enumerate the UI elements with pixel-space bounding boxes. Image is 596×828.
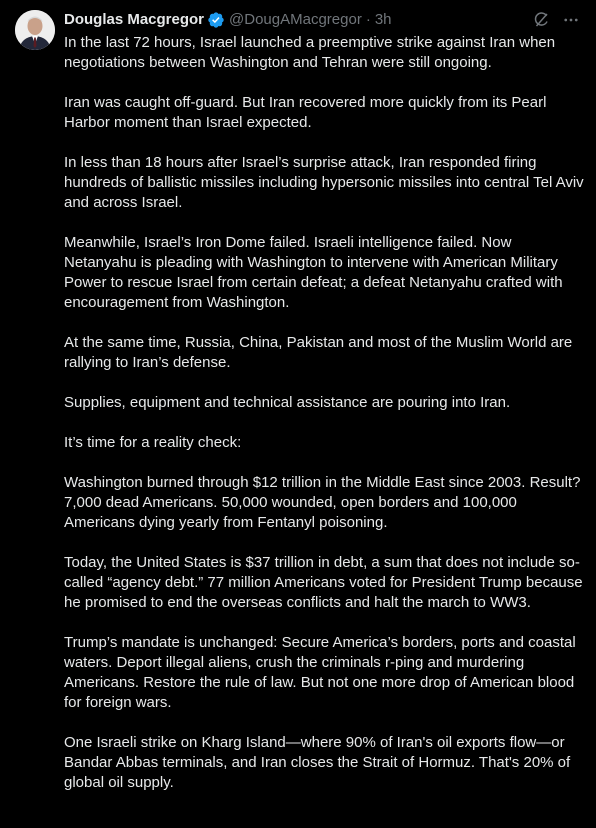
tweet-paragraph: It’s time for a reality check:	[64, 434, 242, 451]
tweet-paragraph: Iran was caught off-guard. But Iran recovered more quickly from its Pearl Harbor moment than Israel expected.	[64, 94, 547, 131]
tweet-header	[64, 9, 580, 31]
tweet-paragraph: Washington burned through $12 trillion in the Middle East since 2003. Result? 7,000 dead Americans. 50,000 wounded, open borders and 100,000 Americans dying yearly from Fentanyl poisoning.	[64, 474, 581, 531]
grok-icon[interactable]	[532, 11, 550, 29]
author-name[interactable]: Douglas Macgregor	[64, 11, 205, 28]
tweet-paragraph: In the last 72 hours, Israel launched a preemptive strike against Iran when negotiations between Washington and Tehran were still ongoing.	[64, 34, 556, 71]
tweet-body	[64, 33, 584, 793]
tweet-paragraph: Meanwhile, Israel’s Iron Dome failed. Israeli intelligence failed. Now Netanyahu is pleading with Washington to intervene with American Military Power to rescue Israel from certain defeat; a defeat Netanyahu crafted with encouragement from Washington.	[64, 234, 563, 311]
tweet-paragraph: At the same time, Russia, China, Pakistan and most of the Muslim World are rallying to Iran’s defense.	[64, 334, 573, 371]
post-timestamp[interactable]: 3h	[374, 11, 392, 28]
avatar-portrait-icon	[15, 10, 55, 50]
tweet-paragraph: Today, the United States is $37 trillion in debt, a sum that does not include so-called “agency debt.” 77 million Americans voted for President Trump because he promised to end the overseas conflicts and halt the march to WW3.	[64, 554, 583, 611]
author-handle[interactable]: @DougAMacgregor	[229, 11, 362, 28]
separator-dot: ·	[365, 11, 371, 28]
tweet-paragraph: Supplies, equipment and technical assistance are pouring into Iran.	[64, 394, 511, 411]
verified-badge-icon[interactable]	[207, 11, 225, 29]
tweet-paragraph: One Israeli strike on Kharg Island—where 90% of Iran's oil exports flow—or Bandar Abbas terminals, and Iran closes the Strait of Hormuz. That's 20% of global oil supply.	[64, 734, 571, 791]
avatar[interactable]	[15, 10, 55, 50]
tweet-paragraph: Trump’s mandate is unchanged: Secure America’s borders, ports and coastal waters. Deport illegal aliens, crush the criminals r-ping and murdering Americans. Restore the rule of law. But not one more drop of American blood for foreign wars.	[64, 634, 576, 711]
more-options-icon[interactable]	[562, 11, 580, 29]
tweet-paragraph: In less than 18 hours after Israel’s surprise attack, Iran responded firing hundreds of ballistic missiles including hypersonic missiles into central Tel Aviv and across Israel.	[64, 154, 584, 211]
header-actions	[532, 11, 580, 29]
